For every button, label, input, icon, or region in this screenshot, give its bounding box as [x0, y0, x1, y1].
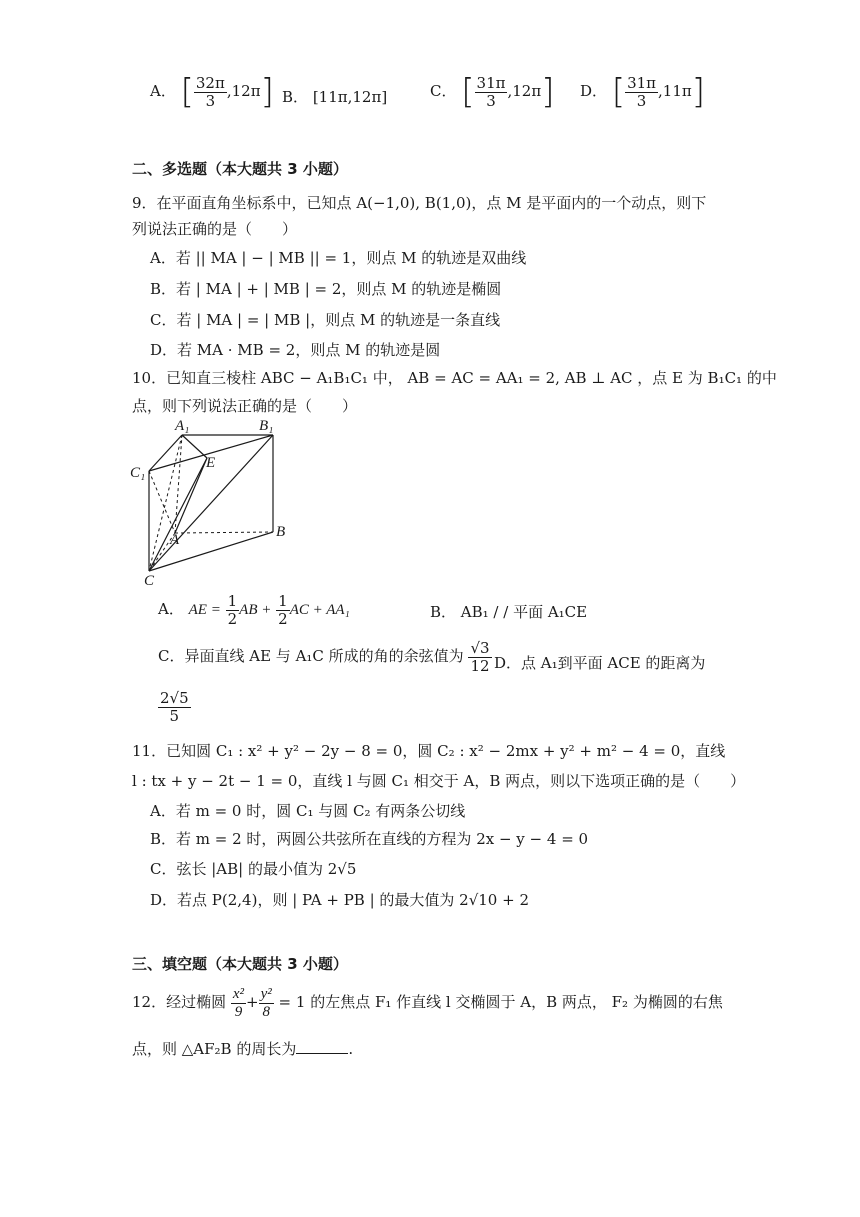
question-10-option-b: B． AB₁ / / 平面 A₁CE [430, 603, 588, 621]
hidden-segment-c1-a [149, 471, 175, 533]
question-10-option-a: A． AE = $\frac{1}{2}$ AB + $\frac{1}{2}$ AC + AA₁ [158, 592, 350, 628]
segment-c-e [149, 458, 207, 571]
question-9-option-c: C．若 | MA | = | MB |，则点 M 的轨迹是一条直线 [150, 311, 501, 329]
question-10-stem-line2: 点，则下列说法正确的是（ ） [132, 397, 358, 415]
question-11-stem-line1: 11．已知圆 C₁ : x² + y² − 2y − 8 = 0，圆 C₂ : x² − 2mx + y² + m² − 4 = 0，直线 [132, 742, 726, 760]
option-8b: B． [11π,12π] [282, 88, 388, 106]
question-11-option-b: B．若 m = 2 时，两圆公共弦所在直线的方程为 2x − y − 4 = 0 [150, 830, 589, 848]
vertex-label-c1: C₁ [130, 465, 146, 481]
question-10-option-d: D．点 A₁到平面 ACE 的距离为 [494, 654, 706, 672]
vertex-label-c: C [144, 573, 155, 587]
segment-a1-e [182, 435, 207, 458]
vertex-label-b1: B₁ [259, 418, 274, 434]
answer-blank[interactable] [296, 1053, 348, 1054]
question-9-stem-line1: 9．在平面直角坐标系中，已知点 A(−1,0), B(1,0)，点 M 是平面内的一个动点，则下 [132, 194, 707, 212]
question-11-stem-line2: l : tx + y − 2t − 1 = 0，直线 l 与圆 C₁ 相交于 A，B 两点，则以下选项正确的是（ ） [132, 772, 746, 790]
segment-a-e [175, 458, 207, 533]
question-12-stem-line1: 12．经过椭圆 $\frac{\text{x²}}{9}$ + $\frac{\text{y²}}{8}$ = 1 的左焦点 F₁ 作直线 l 交椭圆于 A，B 两点， F₂ 为椭圆的右焦 [132, 986, 723, 1020]
vertex-label-b: B [276, 524, 286, 540]
question-10-stem-line1: 10．已知直三棱柱 ABC − A₁B₁C₁ 中， AB = AC = AA₁ = 2, AB ⊥ AC ，点 E 为 B₁C₁ 的中 [132, 369, 777, 387]
edge-c-b [149, 532, 273, 571]
question-9-option-a: A．若 || MA | − | MB || = 1，则点 M 的轨迹是双曲线 [150, 249, 527, 267]
question-9-option-b: B．若 | MA | + | MB | = 2，则点 M 的轨迹是椭圆 [150, 280, 502, 298]
vertex-label-a: A [170, 532, 180, 548]
question-11-option-c: C．弦长 |AB| 的最小值为 2√5 [150, 860, 357, 878]
question-10-option-c: C．异面直线 AE 与 A₁C 所成的角的余弦值为 $\frac{√3}{12}$ [158, 639, 490, 675]
section-heading-fill-in: 三、填空题（本大题共 3 小题） [132, 955, 348, 973]
question-11-option-d: D．若点 P(2,4)，则 | PA + PB | 的最大值为 2√10 + 2 [150, 891, 530, 909]
hidden-edge-a-b [175, 532, 273, 533]
option-8d: D． [ $\frac{31\pi}{3}$ ,11π] [580, 72, 706, 112]
question-12-stem-line2: 点，则 △AF₂B 的周长为 . [132, 1040, 354, 1058]
option-8a: A． [ $\frac{32\pi}{3}$ ,12π] [150, 72, 274, 112]
section-heading-multiple-choice: 二、多选题（本大题共 3 小题） [132, 160, 348, 178]
question-9-option-d: D．若 MA · MB = 2，则点 M 的轨迹是圆 [150, 341, 441, 359]
question-11-option-a: A．若 m = 0 时，圆 C₁ 与圆 C₂ 有两条公切线 [150, 802, 466, 820]
question-9-stem-line2: 列说法正确的是（ ） [132, 220, 298, 238]
question-10-option-d-value: $\frac{2√5}{5}$ [160, 689, 189, 725]
vertex-label-a1: A₁ [175, 418, 190, 434]
option-8c: C． [ $\frac{31\pi}{3}$ ,12π] [430, 72, 555, 112]
vertex-label-e: E [206, 455, 216, 471]
triangular-prism-figure [128, 415, 298, 587]
